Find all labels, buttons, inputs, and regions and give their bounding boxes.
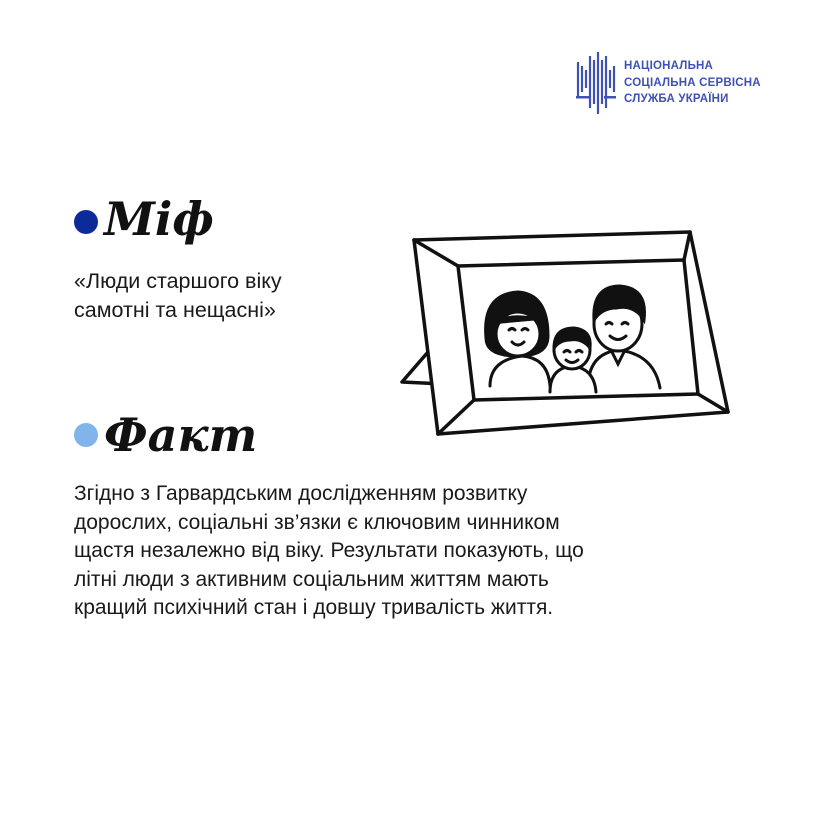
logo-line-2: СОЦІАЛЬНА СЕРВІСНА	[624, 76, 761, 89]
logo-line-3: СЛУЖБА УКРАЇНИ	[624, 93, 729, 105]
logo-text	[624, 58, 761, 108]
fact-heading: Факт	[104, 408, 258, 462]
myth-heading: Міф	[104, 192, 214, 246]
fact-line: літні люди з активним соціальним життям мають	[74, 567, 549, 591]
fact-bullet-dot	[74, 423, 98, 447]
myth-quote	[74, 267, 394, 325]
nssu-logo	[574, 52, 784, 114]
myth-quote-line: «Люди старшого віку	[74, 269, 282, 293]
myth-bullet-dot	[74, 210, 98, 234]
trident-emblem-icon	[574, 52, 618, 114]
myth-quote-line: самотні та нещасні»	[74, 298, 276, 322]
family-photo-frame-icon	[398, 224, 734, 440]
fact-line: щастя незалежно від віку. Результати показують, що	[74, 539, 584, 562]
fact-line: кращий психічний стан і довшу тривалість життя.	[74, 596, 554, 619]
logo-line-1: НАЦІОНАЛЬНА	[624, 60, 714, 72]
fact-line: Згідно з Гарвардським дослідженням розвитку	[74, 482, 528, 505]
fact-line: дорослих, соціальні зв’язки є ключовим чинником	[74, 510, 560, 534]
fact-paragraph	[74, 480, 754, 623]
